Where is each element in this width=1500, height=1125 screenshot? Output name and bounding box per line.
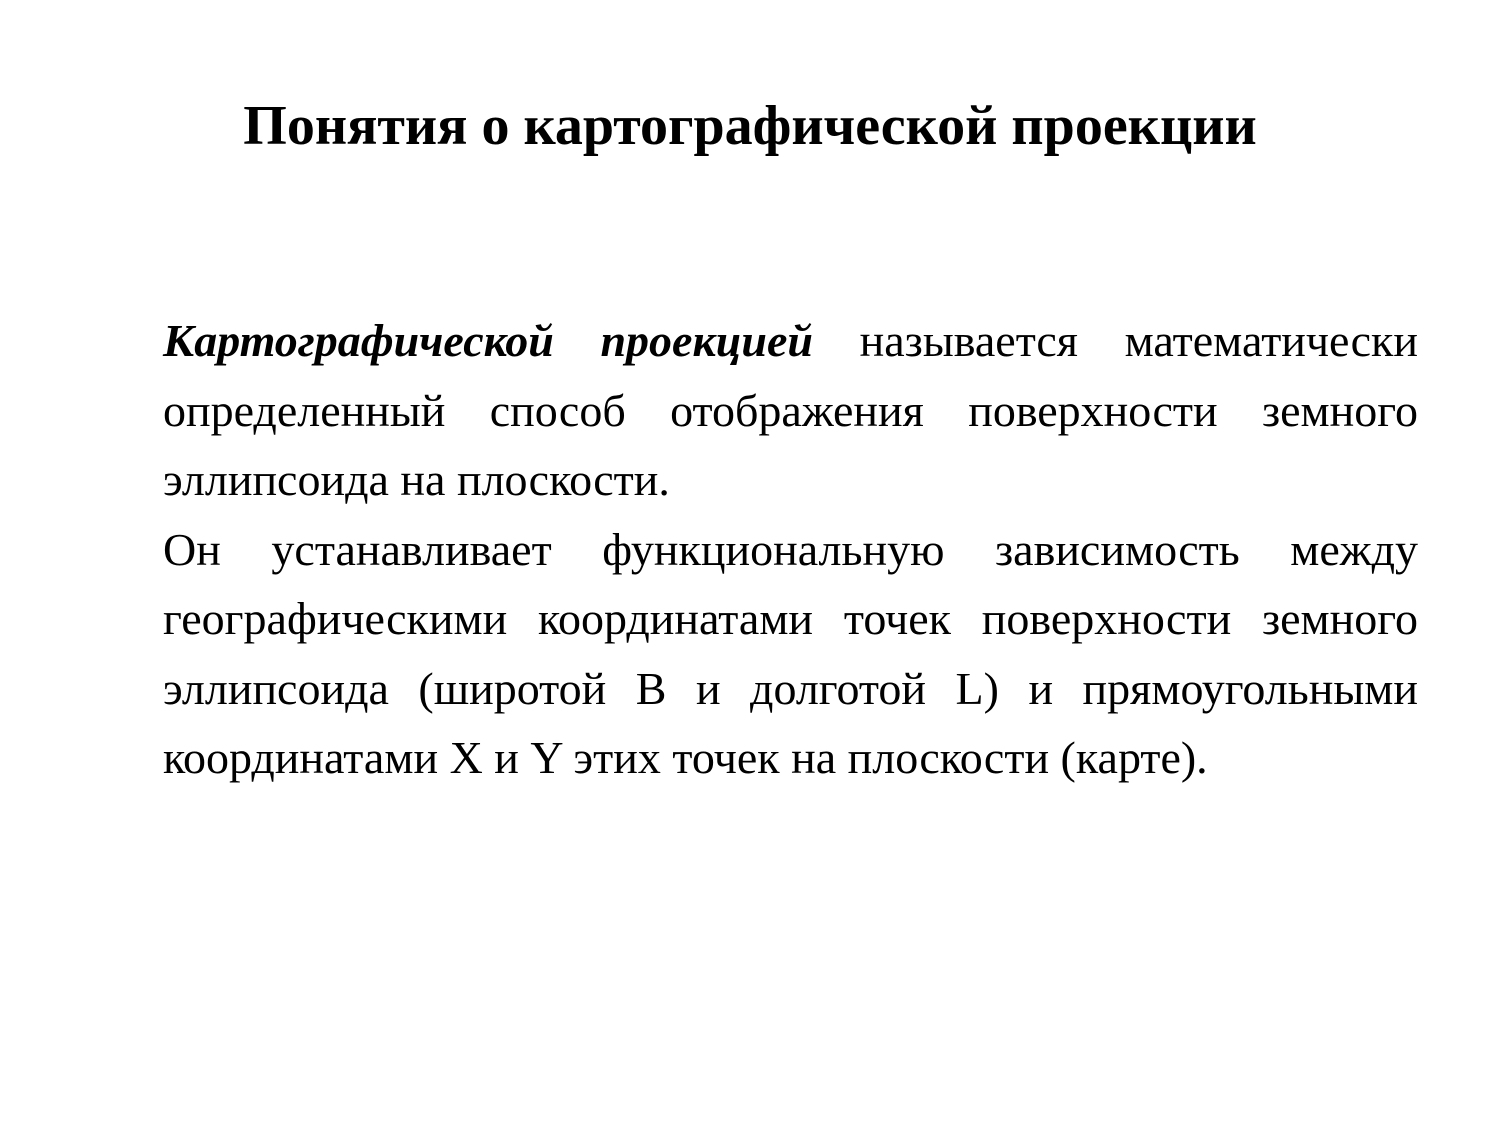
definition-text: называется математически определенный способ отображения поверхности земного эллипсоида на плоскости. — [163, 315, 1418, 505]
slide-title: Понятия о картографической проекции — [243, 95, 1257, 157]
definition-paragraph — [163, 306, 1418, 515]
slide-body — [163, 306, 1418, 793]
explanation-paragraph: Он устанавливает функциональную зависимость между географическими координатами точек поверхности земного эллипсоида (широтой B и долготой L) и прямоугольными координатами X и Y этих точек на плоскости (карте). — [163, 523, 1418, 783]
defined-term: Картографической проекцией — [163, 315, 813, 366]
